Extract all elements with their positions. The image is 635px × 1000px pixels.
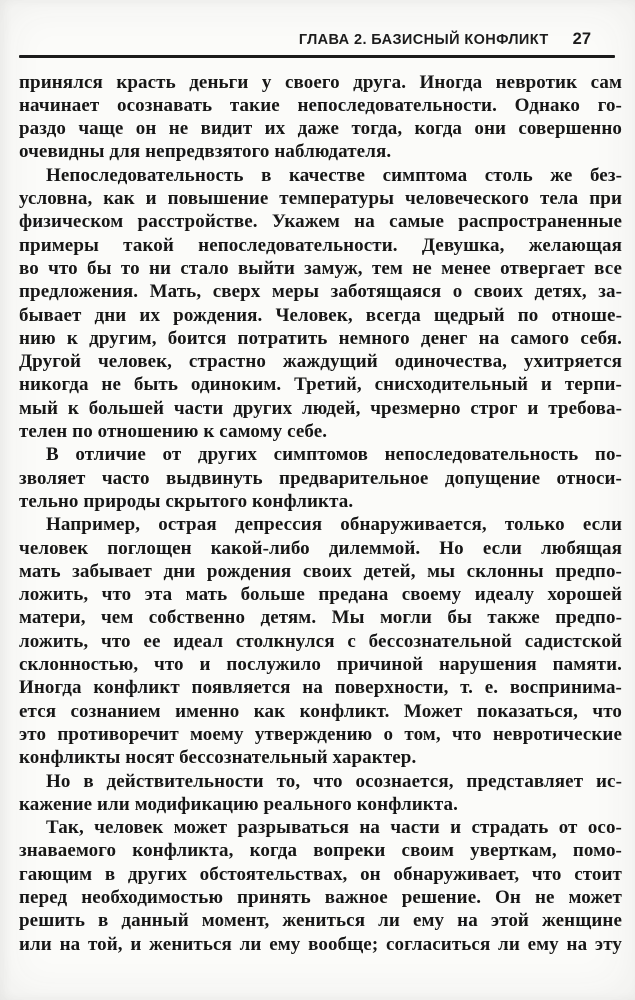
text-line: тельно природы скрытого конфликта. bbox=[19, 490, 354, 512]
text-line: это противоречит моему утверждению о том, что невротические bbox=[19, 723, 622, 745]
text-line: Непоследовательность в качестве симптома столь же без- bbox=[46, 164, 622, 186]
text-line: решить в данный момент, жениться ли ему на этой женщине bbox=[19, 910, 622, 932]
page-body bbox=[19, 71, 622, 956]
page-content bbox=[19, 0, 622, 956]
text-line: примеры такой непоследовательности. Девушка, желающая bbox=[19, 234, 622, 256]
text-line: физическом расстройстве. Укажем на самые распространенные bbox=[19, 211, 622, 233]
text-line: раздо чаще он не видит их даже тогда, когда они совершенно bbox=[19, 118, 622, 140]
text-line: ложить, что эта мать больше предана своему идеалу хорошей bbox=[19, 584, 622, 606]
paragraph bbox=[19, 164, 622, 444]
text-line: Но в действительности то, что осознается, представляет ис- bbox=[46, 770, 622, 792]
text-line: склонностью, что и послужило причиной нарушения памяти. bbox=[19, 654, 622, 676]
page-number: 27 bbox=[572, 30, 591, 48]
text-line: конфликты носят бессознательный характер. bbox=[19, 747, 417, 769]
text-line: начинает осознавать такие непоследовательности. Однако го- bbox=[19, 94, 622, 116]
text-line: матери, чем собственно детям. Мы могли бы также предпо- bbox=[19, 607, 622, 629]
text-line: мый к большей части других людей, чрезмерно строг и требова- bbox=[19, 397, 622, 419]
text-line: во что бы то ни стало выйти замуж, тем не менее отвергает все bbox=[19, 257, 622, 279]
text-line: нию к другим, боится потратить немного денег на самого себя. bbox=[19, 327, 622, 349]
text-line: Так, человек может разрываться на части и страдать от осо- bbox=[46, 817, 622, 839]
header-divider bbox=[19, 55, 615, 58]
text-line: условна, как и повышение температуры человеческого тела при bbox=[19, 188, 622, 210]
text-line: предложения. Мать, сверх меры заботящаяся о своих детях, за- bbox=[19, 281, 622, 303]
paragraph bbox=[19, 513, 622, 769]
text-line: знаваемого конфликта, когда вопреки своим уверткам, помо- bbox=[19, 840, 622, 862]
paragraph bbox=[19, 71, 622, 164]
text-line: кажение или модификацию реального конфликта. bbox=[19, 793, 458, 815]
chapter-title: ГЛАВА 2. БАЗИСНЫЙ КОНФЛИКТ bbox=[298, 32, 549, 48]
text-line: телен по отношению к самому себе. bbox=[19, 421, 328, 443]
text-line: никогда не быть одиноким. Третий, снисходительный и терпи- bbox=[19, 374, 622, 396]
text-line: бывает дни их рождения. Человек, всегда щедрый по отноше- bbox=[19, 304, 622, 326]
text-line: ется сознанием именно как конфликт. Может показаться, что bbox=[19, 700, 622, 722]
text-line: В отличие от других симптомов непоследовательность по- bbox=[46, 444, 622, 466]
paragraph bbox=[19, 770, 622, 817]
text-line: Иногда конфликт появляется на поверхности, т. е. воспринима- bbox=[19, 677, 622, 699]
text-line: принялся красть деньги у своего друга. Иногда невротик сам bbox=[19, 71, 622, 93]
text-line: гающим в других обстоятельствах, он обнаруживает, что стоит bbox=[19, 863, 622, 885]
text-line: Например, острая депрессия обнаруживается, только если bbox=[46, 514, 622, 536]
running-header bbox=[19, 30, 622, 49]
paragraph bbox=[19, 443, 622, 513]
text-line: перед необходимостью принять важное решение. Он не может bbox=[19, 886, 622, 908]
paragraph bbox=[19, 816, 622, 956]
text-line: Другой человек, страстно жаждущий одиночества, ухитряется bbox=[19, 351, 622, 373]
text-line: человек поглощен какой-либо дилеммой. Но если любящая bbox=[19, 537, 622, 559]
text-line: мать забывает дни рождения своих детей, мы склонны предпо- bbox=[19, 560, 622, 582]
text-line: или на той, и жениться ли ему вообще; согласиться ли ему на эту bbox=[19, 933, 622, 955]
text-line: ложить, что ее идеал столкнулся с бессознательной садистской bbox=[19, 630, 622, 652]
text-line: зволяет часто выдвинуть предварительное допущение относи- bbox=[19, 467, 622, 489]
text-line: очевидны для непредвзятого наблюдателя. bbox=[19, 141, 392, 163]
